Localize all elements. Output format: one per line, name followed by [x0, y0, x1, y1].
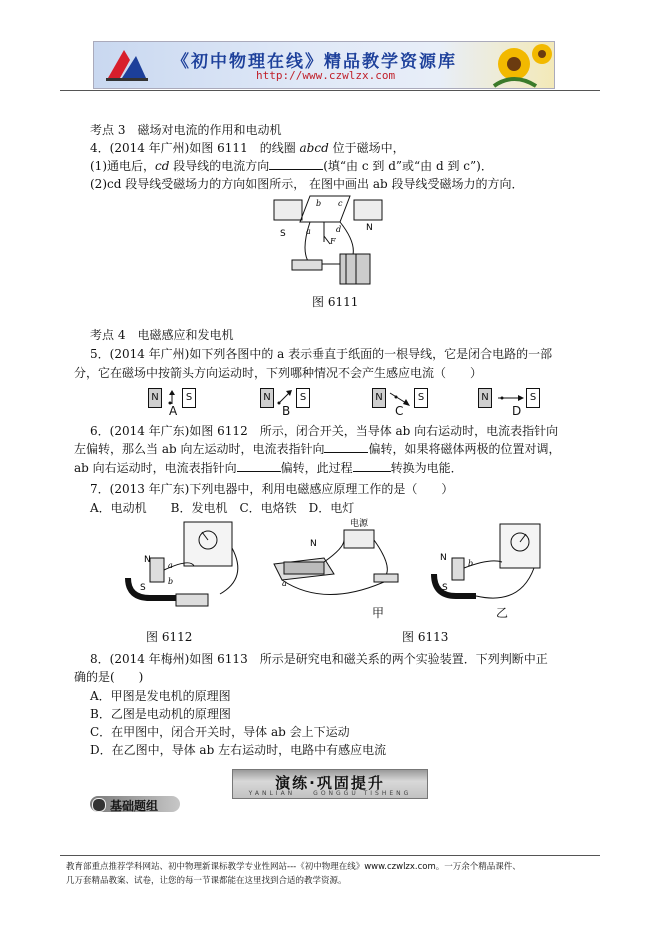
answer-blank[interactable]: [324, 440, 368, 453]
q4-text: (填“由 c 到 d”或“由 d 到 c”)．: [323, 159, 493, 173]
q4-line2: [90, 157, 493, 175]
q4-text: (1)通电后，: [90, 159, 155, 173]
q4-line1: [90, 139, 405, 157]
magnet-n: N: [372, 388, 386, 408]
bullet-icon: [92, 798, 106, 812]
magnet-s: S: [296, 388, 310, 408]
header-rule: [60, 90, 600, 91]
figure-6113-label: 图 6113: [402, 630, 449, 644]
section4-heading: 考点 4 电磁感应和发电机: [90, 328, 234, 342]
figure-6111-label: 图 6111: [312, 295, 359, 309]
answer-blank[interactable]: [237, 459, 281, 472]
q4-text: 段导线的电流方向: [169, 159, 270, 173]
fig-letter-s: S: [442, 583, 448, 593]
fig-letter-d: d: [336, 225, 342, 234]
fig-letter-a: a: [168, 561, 173, 570]
figure-6112: [120, 518, 250, 624]
figure-6112-label: 图 6112: [146, 630, 193, 644]
practice-title: 演练·巩固提升: [275, 774, 385, 792]
fig-letter-s: S: [280, 229, 286, 239]
q5-line2: 分，它在磁场中按箭头方向运动时，下列哪种情况不会产生感应电流（ ）: [74, 366, 483, 380]
footer: [66, 860, 606, 888]
yi-label: 乙: [496, 606, 509, 620]
q4-var: cd: [155, 159, 170, 173]
q4-text: 位于磁场中，: [328, 141, 405, 155]
figure-6111: [270, 192, 390, 290]
q6-line3: [74, 459, 463, 477]
q8-option-b[interactable]: B．乙图是电动机的原理图: [90, 707, 231, 721]
fig-letter-n: N: [366, 223, 373, 233]
section3-heading: 考点 3 磁场对电流的作用和电动机: [90, 123, 282, 137]
q4-var: abcd: [299, 141, 329, 155]
sunflower-icon: [484, 42, 554, 88]
q5-option-d[interactable]: D: [512, 404, 522, 418]
fig-letter-a: a: [282, 579, 287, 588]
q8-line1: 8．(2014 年梅州)如图 6113 所示是研究电和磁关系的两个实验装置．下列判断中正: [90, 652, 548, 666]
q6-text: 左偏转，那么当 ab 向左运动时，电流表指针向: [74, 442, 325, 456]
q6-line1: 6．(2014 年广东)如图 6112 所示，闭合开关，当导体 ab 向右运动时，电流表指针向: [90, 424, 559, 438]
figure-6113-yi: [430, 518, 550, 608]
q5-option-d-diagram: [478, 388, 540, 408]
fig-letter-c: c: [338, 199, 343, 208]
magnet-s: S: [414, 388, 428, 408]
site-logo-icon: [102, 46, 152, 84]
header-banner: [93, 41, 555, 89]
q8-option-a[interactable]: A．甲图是发电机的原理图: [90, 689, 231, 703]
banner-title: 《初中物理在线》精品教学资源库: [172, 52, 457, 72]
magnet-n: N: [478, 388, 492, 408]
q6-text: 偏转，如果将磁体两极的位置对调，: [368, 442, 561, 456]
fig-letter-f: F: [330, 237, 336, 246]
q5-option-b[interactable]: B: [282, 404, 291, 418]
fig-letter-b: b: [316, 199, 322, 208]
footer-rule: [60, 855, 600, 856]
basic-group-label: 基础题组: [110, 799, 159, 813]
fig-letter-s: S: [140, 583, 146, 593]
power-label: 电源: [350, 519, 369, 529]
q5-option-a[interactable]: A: [169, 404, 178, 418]
magnet-n: N: [148, 388, 162, 408]
magnet-s: S: [182, 388, 196, 408]
q8-option-c[interactable]: C．在甲图中，闭合开关时，导体 ab 会上下运动: [90, 725, 350, 739]
fig-letter-n: N: [144, 555, 151, 565]
answer-blank[interactable]: [269, 157, 323, 170]
fig-letter-n: N: [440, 553, 447, 563]
q6-text: 偏转，此过程: [280, 461, 353, 475]
practice-subtitle: YANLIAN GONGGU TISHENG: [248, 790, 412, 797]
fig-letter-a: a: [306, 227, 311, 236]
practice-banner: [232, 769, 428, 799]
q5-line1: 5．(2014 年广州)如下列各图中的 a 表示垂直于纸面的一根导线，它是闭合电路的一部: [90, 347, 553, 361]
fig-letter-b: b: [168, 577, 174, 586]
q8-option-d[interactable]: D．在乙图中，导体 ab 左右运动时，电路中有感应电流: [90, 743, 387, 757]
fig-letter-b: b: [468, 559, 474, 568]
q7-line1: 7．(2013 年广东)下列电器中，利用电磁感应原理工作的是（ ）: [90, 482, 454, 496]
answer-blank[interactable]: [353, 459, 391, 472]
fig-letter-n: N: [310, 539, 317, 549]
jia-label: 甲: [372, 606, 385, 620]
q6-line2: [74, 440, 560, 458]
figure-6113-jia: [264, 518, 414, 598]
q6-text: ab 向右运动时，电流表指针向: [74, 461, 237, 475]
q7-options: A．电动机 B．发电机 C．电烙铁 D．电灯: [90, 501, 355, 515]
q5-option-c[interactable]: C: [395, 404, 404, 418]
q4-line3: (2)cd 段导线受磁场力的方向如图所示， 在图中画出 ab 段导线受磁场力的方向．: [90, 177, 524, 191]
q8-line2: 确的是( ): [74, 670, 144, 684]
footer-line1: 教育部重点推荐学科网站、初中物理新课标教学专业性网站---《初中物理在线》www.czwlzx.com。一万余个精品课件、: [66, 862, 521, 872]
magnet-n: N: [260, 388, 274, 408]
footer-line2: 几万套精品教案、试卷，让您的每一节课都能在这里找到合适的教学资源。: [66, 876, 347, 886]
magnet-s: S: [526, 388, 540, 408]
q6-text: 转换为电能．: [390, 461, 463, 475]
q4-text: 4．(2014 年广州)如图 6111 的线圈: [90, 141, 300, 155]
banner-url[interactable]: http://www.czwlzx.com: [256, 69, 396, 82]
